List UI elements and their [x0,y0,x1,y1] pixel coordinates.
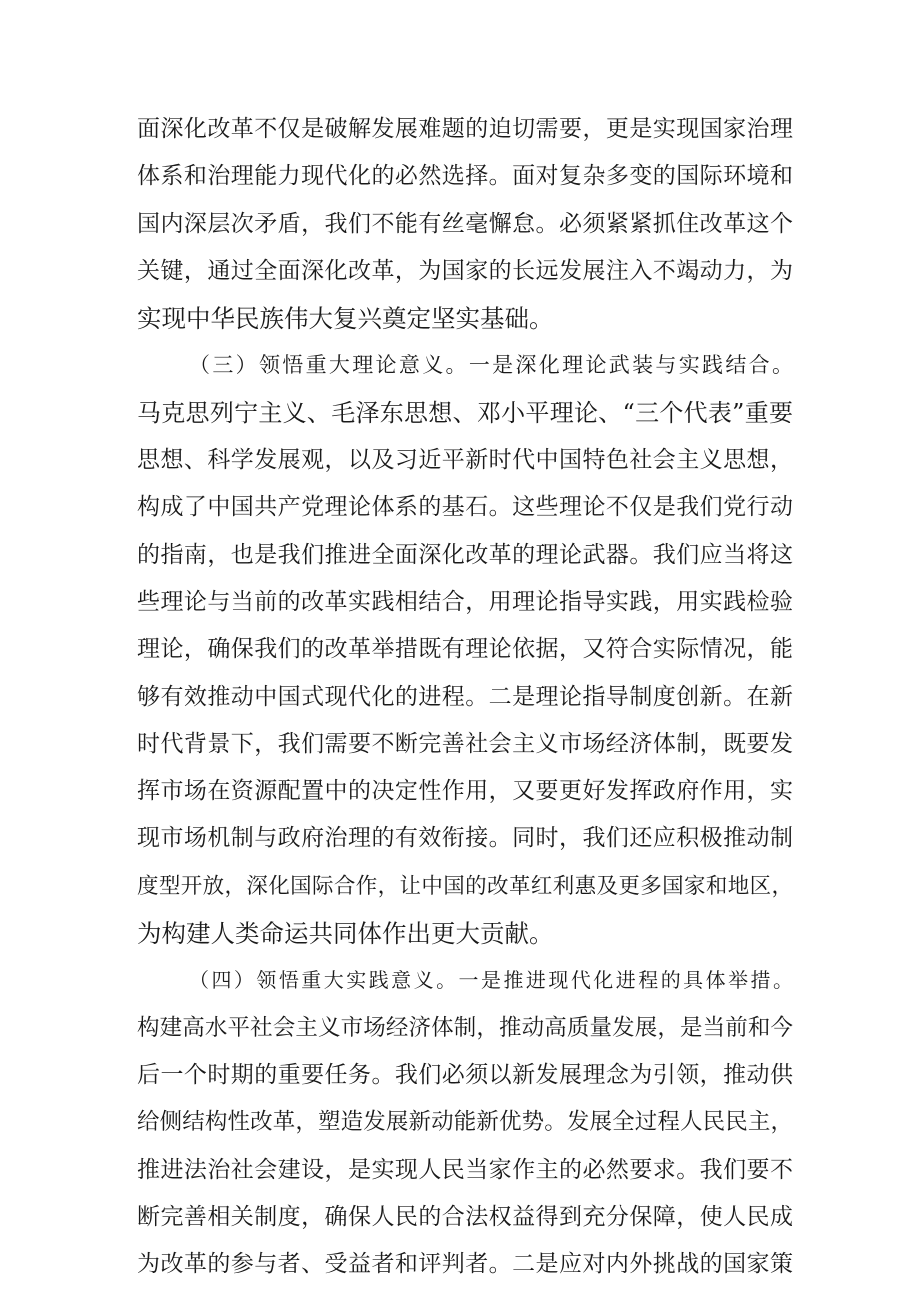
text-line: 时代背景下，我们需要不断完善社会主义市场经济体制，既要发 [137,730,793,757]
text-line: 些理论与当前的改革实践相结合，用理论指导实践，用实践检验 [137,588,793,615]
text-line: 为改革的参与者、受益者和评判者。二是应对内外挑战的国家策 [137,1251,793,1278]
text-line: 思想、科学发展观，以及习近平新时代中国特色社会主义思想， [137,447,793,474]
text-line: 构建高水平社会主义市场经济体制，推动高质量发展，是当前和今 [137,1014,793,1041]
text-line: 理论，确保我们的改革举措既有理论依据，又符合实际情况，能 [137,636,793,663]
section-heading-line: （三）领悟重大理论意义。一是深化理论武装与实践结合。 [189,353,793,378]
text-line: 面深化改革不仅是破解发展难题的迫切需要，更是实现国家治理 [137,116,793,142]
text-line: 体系和治理能力现代化的必然选择。面对复杂多变的国际环境和 [137,163,793,190]
text-line: 关键，通过全面深化改革，为国家的长远发展注入不竭动力，为 [137,257,793,284]
section-heading-line: （四）领悟重大实践意义。一是推进现代化进程的具体举措。 [189,968,793,993]
text-line: 马克思列宁主义、毛泽东思想、邓小平理论、“三个代表”重要 [137,398,793,427]
text-line: 国内深层次矛盾，我们不能有丝毫懈怠。必须紧紧抓住改革这个 [137,210,793,237]
body-text [137,106,793,1288]
text-line: 够有效推动中国式现代化的进程。二是理论指导制度创新。在新 [137,683,793,710]
text-line: 现市场机制与政府治理的有效衔接。同时，我们还应积极推动制 [137,825,793,852]
text-line: 断完善相关制度，确保人民的合法权益得到充分保障，使人民成 [137,1203,793,1230]
text-line: 度型开放，深化国际合作，让中国的改革红利惠及更多国家和地区， [137,873,793,899]
text-line: 为构建人类命运共同体作出更大贡献。 [137,919,554,949]
text-line: 挥市场在资源配置中的决定性作用，又要更好发挥政府作用，实 [137,778,793,805]
text-line: 实现中华民族伟大复兴奠定坚实基础。 [137,304,554,334]
text-line: 构成了中国共产党理论体系的基石。这些理论不仅是我们党行动 [137,494,793,521]
text-line: 推进法治社会建设，是实现人民当家作主的必然要求。我们要不 [137,1156,793,1183]
text-line: 后一个时期的重要任务。我们必须以新发展理念为引领，推动供 [137,1061,793,1088]
text-line: 的指南，也是我们推进全面深化改革的理论武器。我们应当将这 [137,541,793,568]
text-line: 给侧结构性改革，塑造发展新动能新优势。发展全过程人民民主， [137,1109,793,1136]
